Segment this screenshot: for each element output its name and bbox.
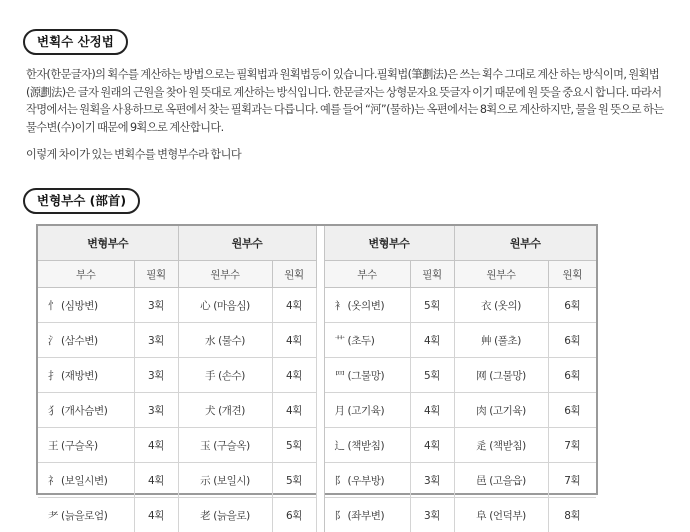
column-header: 필획 <box>134 261 178 288</box>
brush-strokes-cell: 3획 <box>134 393 178 428</box>
brush-strokes-cell: 3획 <box>134 358 178 393</box>
variant-radical-cell: 辶 (책받침) <box>324 428 410 463</box>
column-header: 원부수 <box>454 261 548 288</box>
brush-strokes-cell: 4획 <box>410 393 454 428</box>
original-strokes-cell: 7획 <box>548 463 596 498</box>
table-row <box>38 358 596 393</box>
column-header: 원부수 <box>178 261 272 288</box>
original-radical-cell: 艸 (풀초) <box>454 323 548 358</box>
table-row <box>38 288 596 323</box>
section-title-stroke-count: 변획수 산정법 <box>23 29 128 55</box>
variant-radical-cell: 月 (고기육) <box>324 393 410 428</box>
variant-radical-cell: 耂 (늙을로엄) <box>38 498 134 532</box>
brush-strokes-cell: 4획 <box>134 463 178 498</box>
intro-paragraph: 한자(한문글자)의 획수를 계산하는 방법으로는 필획법과 원획법등이 있습니다.필획법(筆劃法)은 쓰는 획수 그대로 계산 하는 방식이며, 원획법(源劃法)은 글자 원래의 근원을 찾아 원 뜻대로 계산하는 방식입니다. 한문글자는 상형문자요 뜻글자 이기 때문에 원 뜻을 중요시 합니다. 따라서 작명에서는 원획을 사용하므로 옥편에서 찾는 필획과는 다릅니다. 예를 들어 “河”(물하)는 옥편에서는 8획으로 계산하지만, 물을 원 뜻으로 하는 물수변(수)이기 때문에 9획으로 계산합니다. <box>26 66 671 136</box>
original-strokes-cell: 7획 <box>548 428 596 463</box>
original-radical-cell: 衣 (옷의) <box>454 288 548 323</box>
original-radical-cell: 网 (그물망) <box>454 358 548 393</box>
original-strokes-cell: 4획 <box>272 323 316 358</box>
variant-radical-cell: 艹 (초두) <box>324 323 410 358</box>
column-divider <box>316 463 324 498</box>
original-radical-cell: 阜 (언덕부) <box>454 498 548 532</box>
group-header: 변형부수 <box>324 226 454 261</box>
radical-table-frame <box>36 224 598 495</box>
group-header: 원부수 <box>178 226 316 261</box>
variant-radical-cell: 氵 (삼수변) <box>38 323 134 358</box>
column-divider <box>316 428 324 463</box>
variant-radical-cell: 礻 (보일시변) <box>38 463 134 498</box>
summary-paragraph: 이렇게 차이가 있는 변획수를 변형부수라 합니다 <box>26 146 671 164</box>
brush-strokes-cell: 5획 <box>410 358 454 393</box>
original-radical-cell: 玉 (구슬옥) <box>178 428 272 463</box>
section-title-variant-radicals: 변형부수 (部首) <box>23 188 140 214</box>
brush-strokes-cell: 3획 <box>134 323 178 358</box>
original-radical-cell: 辵 (책받침) <box>454 428 548 463</box>
column-divider <box>316 323 324 358</box>
variant-radical-cell: 衤 (옷의변) <box>324 288 410 323</box>
original-radical-cell: 水 (물수) <box>178 323 272 358</box>
column-divider <box>316 358 324 393</box>
group-header: 원부수 <box>454 226 596 261</box>
variant-radical-cell: 阝 (우부방) <box>324 463 410 498</box>
table-body <box>38 288 596 532</box>
variant-radical-cell: 罒 (그물망) <box>324 358 410 393</box>
table-row <box>38 463 596 498</box>
table-group-header-row <box>38 226 596 261</box>
original-strokes-cell: 4획 <box>272 288 316 323</box>
original-radical-cell: 犬 (개견) <box>178 393 272 428</box>
group-header: 변형부수 <box>38 226 178 261</box>
original-radical-cell: 示 (보일시) <box>178 463 272 498</box>
original-radical-cell: 邑 (고을읍) <box>454 463 548 498</box>
column-header: 부수 <box>324 261 410 288</box>
column-header: 원획 <box>548 261 596 288</box>
original-radical-cell: 老 (늙을로) <box>178 498 272 532</box>
brush-strokes-cell: 5획 <box>410 288 454 323</box>
variant-radical-cell: 犭 (개사슴변) <box>38 393 134 428</box>
brush-strokes-cell: 4획 <box>134 428 178 463</box>
original-strokes-cell: 8획 <box>548 498 596 532</box>
original-strokes-cell: 6획 <box>548 393 596 428</box>
variant-radical-cell: 扌 (재방변) <box>38 358 134 393</box>
original-strokes-cell: 5획 <box>272 463 316 498</box>
original-strokes-cell: 6획 <box>272 498 316 532</box>
brush-strokes-cell: 3획 <box>410 498 454 532</box>
table-sub-header-row <box>38 261 596 288</box>
column-divider <box>316 261 324 288</box>
brush-strokes-cell: 4획 <box>410 428 454 463</box>
brush-strokes-cell: 3획 <box>134 288 178 323</box>
original-strokes-cell: 5획 <box>272 428 316 463</box>
column-divider <box>316 288 324 323</box>
table-row <box>38 323 596 358</box>
table-row <box>38 428 596 463</box>
brush-strokes-cell: 4획 <box>410 323 454 358</box>
brush-strokes-cell: 3획 <box>410 463 454 498</box>
original-strokes-cell: 4획 <box>272 393 316 428</box>
column-divider <box>316 226 324 261</box>
variant-radical-cell: 阝 (좌부변) <box>324 498 410 532</box>
column-header: 원획 <box>272 261 316 288</box>
column-header: 필획 <box>410 261 454 288</box>
variant-radical-cell: 忄 (심방변) <box>38 288 134 323</box>
original-strokes-cell: 6획 <box>548 323 596 358</box>
column-header: 부수 <box>38 261 134 288</box>
table-row <box>38 393 596 428</box>
original-strokes-cell: 6획 <box>548 358 596 393</box>
original-radical-cell: 心 (마음심) <box>178 288 272 323</box>
variant-radical-cell: 王 (구슬옥) <box>38 428 134 463</box>
original-radical-cell: 手 (손수) <box>178 358 272 393</box>
original-strokes-cell: 4획 <box>272 358 316 393</box>
original-radical-cell: 肉 (고기육) <box>454 393 548 428</box>
radical-table <box>38 226 596 532</box>
original-strokes-cell: 6획 <box>548 288 596 323</box>
column-divider <box>316 393 324 428</box>
brush-strokes-cell: 4획 <box>134 498 178 532</box>
